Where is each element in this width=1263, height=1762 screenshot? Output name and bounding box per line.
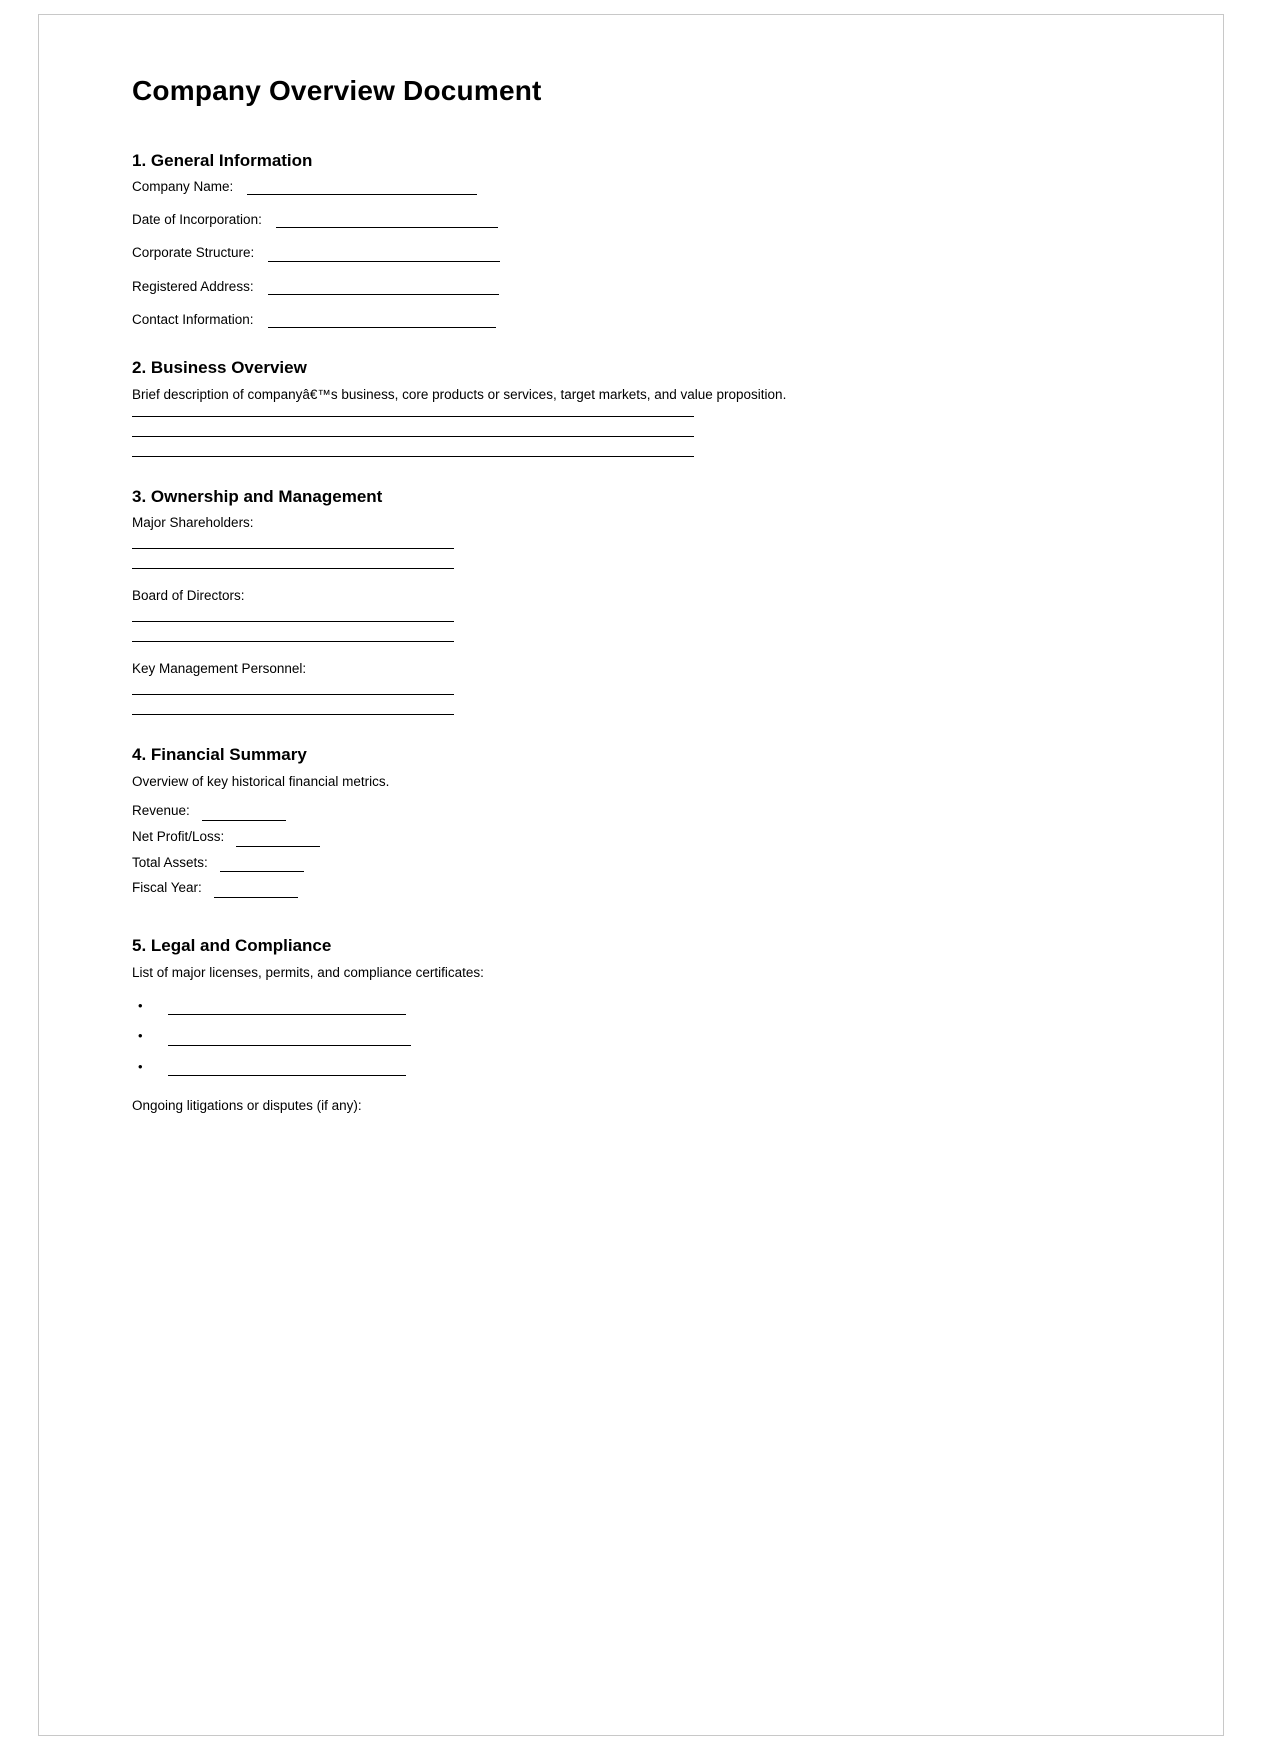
field-label: Fiscal Year:: [132, 880, 202, 896]
section-general-information: [132, 151, 1132, 328]
revenue-input[interactable]: [202, 808, 286, 821]
date-of-incorporation-input[interactable]: [276, 215, 498, 228]
key-management-line-2[interactable]: [132, 714, 454, 715]
total-assets-input[interactable]: [220, 859, 304, 872]
section-ownership-and-management: [132, 487, 1132, 715]
field-label: Revenue:: [132, 803, 190, 819]
field-contact-information: [132, 312, 1132, 328]
label-board-of-directors: Board of Directors:: [132, 588, 245, 604]
field-label: Registered Address:: [132, 278, 254, 294]
section-legal-and-compliance: [132, 936, 1132, 1114]
label-key-management-personnel: Key Management Personnel:: [132, 661, 307, 677]
list-item: [132, 1002, 1132, 1016]
registered-address-input[interactable]: [268, 282, 499, 295]
business-overview-description: Brief description of companyâ€™s business, core products or services, target markets, and value proposition.: [132, 386, 787, 402]
field-label: Contact Information:: [132, 311, 254, 327]
field-fiscal-year: [132, 878, 1132, 898]
business-overview-line-1[interactable]: [132, 416, 694, 417]
section-heading: 5. Legal and Compliance: [132, 935, 332, 955]
license-input-1[interactable]: [168, 1002, 406, 1015]
list-item: [132, 1063, 1132, 1077]
litigation-note: Ongoing litigations or disputes (if any):: [132, 1098, 362, 1114]
page-title: Company Overview Document: [132, 75, 542, 106]
field-revenue: [132, 801, 1132, 821]
major-shareholders-line-1[interactable]: [132, 548, 454, 549]
document-body: [132, 75, 1132, 1143]
field-total-assets: [132, 853, 1132, 873]
field-label: Total Assets:: [132, 854, 208, 870]
label-major-shareholders: Major Shareholders:: [132, 515, 254, 531]
field-label: Net Profit/Loss:: [132, 828, 225, 844]
section-heading: 4. Financial Summary: [132, 745, 307, 765]
board-of-directors-line-2[interactable]: [132, 641, 454, 642]
field-company-name: [132, 179, 1132, 195]
field-label: Company Name:: [132, 179, 234, 194]
company-name-input[interactable]: [247, 182, 477, 195]
license-input-2[interactable]: [168, 1033, 411, 1046]
license-input-3[interactable]: [168, 1063, 406, 1076]
corporate-structure-input[interactable]: [268, 249, 500, 262]
contact-information-input[interactable]: [268, 315, 496, 328]
major-shareholders-line-2[interactable]: [132, 568, 454, 569]
business-overview-line-2[interactable]: [132, 436, 694, 437]
board-of-directors-line-1[interactable]: [132, 621, 454, 622]
key-management-line-1[interactable]: [132, 694, 454, 695]
net-profit-loss-input[interactable]: [236, 834, 320, 847]
section-business-overview: [132, 358, 1132, 457]
section-heading: 3. Ownership and Management: [132, 487, 383, 507]
section-heading: 1. General Information: [132, 151, 313, 170]
field-net-profit-loss: [132, 827, 1132, 847]
list-item: [132, 1032, 1132, 1046]
licenses-list: [132, 1002, 1132, 1077]
section-heading: 2. Business Overview: [132, 357, 307, 377]
field-registered-address: [132, 279, 1132, 295]
section-financial-summary: [132, 745, 1132, 897]
legal-compliance-description: List of major licenses, permits, and compliance certificates:: [132, 964, 484, 980]
field-label: Date of Incorporation:: [132, 212, 262, 228]
field-label: Corporate Structure:: [132, 245, 255, 261]
field-corporate-structure: [132, 245, 1132, 261]
paper-sheet: [38, 14, 1224, 1736]
field-date-of-incorporation: [132, 212, 1132, 228]
fiscal-year-input[interactable]: [214, 885, 298, 898]
business-overview-line-3[interactable]: [132, 456, 694, 457]
financial-summary-description: Overview of key historical financial metrics.: [132, 774, 390, 790]
